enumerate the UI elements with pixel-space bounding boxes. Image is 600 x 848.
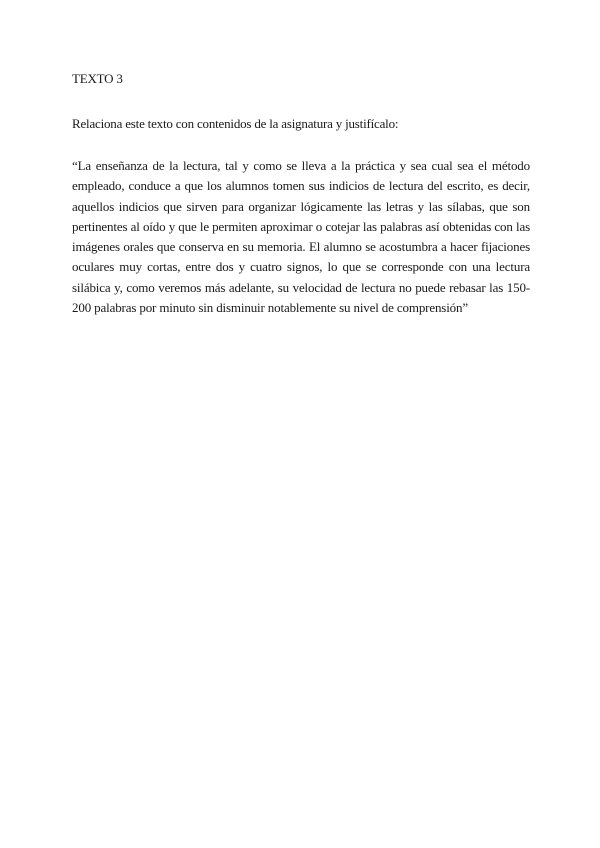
quoted-paragraph: “La enseñanza de la lectura, tal y como se lleva a la práctica y sea cual sea el método empleado, conduce a que los alumnos tomen sus indicios de lectura del escrito, es decir, aquellos indicios que sirven para organizar lógicamente las letras y las sílabas, que son pertinentes al oído y que le permiten aproximar o cotejar las palabras así obtenidas con las imágenes orales que conserva en su memoria. El alumno se acostumbra a hacer fijaciones oculares muy cortas, entre dos y cuatro signos, lo que se corresponde con una lectura silábica y, como veremos más adelante, su velocidad de lectura no puede rebasar las 150-200 palabras por minuto sin disminuir notablemente su nivel de comprensión”: [72, 158, 530, 316]
instruction-text: Relaciona este texto con contenidos de la asignatura y justifícalo:: [72, 116, 399, 131]
section-heading: TEXTO 3: [72, 71, 123, 86]
